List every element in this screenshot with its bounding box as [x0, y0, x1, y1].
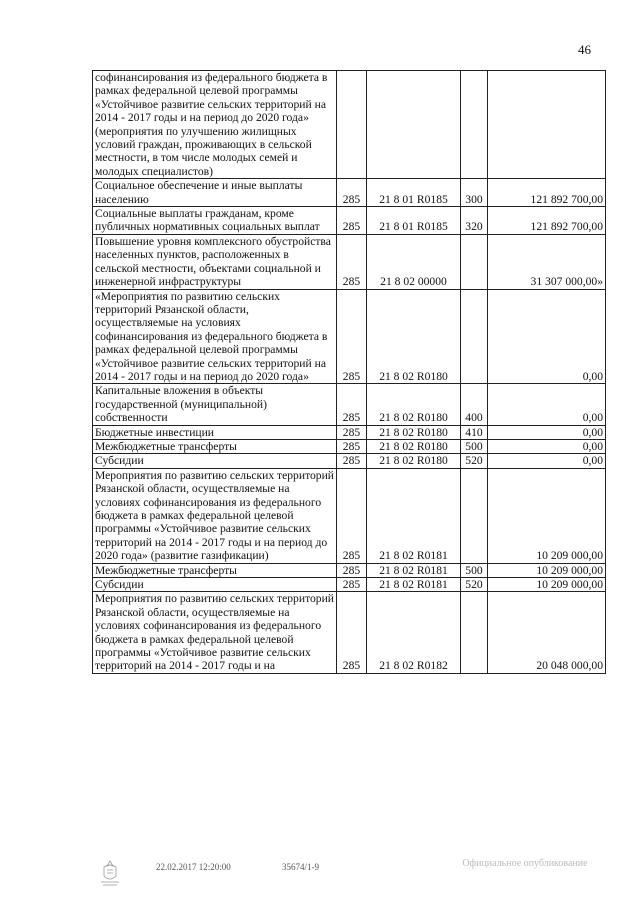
row-grbs — [337, 71, 367, 179]
row-grbs: 285 — [337, 468, 367, 563]
row-csr: 21 8 02 R0181 — [367, 578, 461, 592]
table-row — [93, 289, 606, 384]
row-grbs: 285 — [337, 563, 367, 577]
row-grbs: 285 — [337, 179, 367, 207]
page-footer — [0, 858, 640, 898]
row-name: Капитальные вложения в объекты государственной (муниципальной) собственности — [93, 384, 337, 425]
row-grbs: 285 — [337, 234, 367, 289]
row-vr: 400 — [461, 384, 488, 425]
row-sum: 0,00 — [488, 384, 606, 425]
table-row — [93, 384, 606, 425]
row-name: Межбюджетные трансферты — [93, 439, 337, 453]
footer-doc-number: 35674/1-9 — [282, 862, 319, 872]
table-row — [93, 179, 606, 207]
row-name: софинансирования из федерального бюджета в рамках федеральной целевой программы «Устойчивое развитие сельских территорий на 2014 - 2017 годы и на период до 2020 года» (мероприятия по улучшению жилищных условий граждан, проживающих в сельской местности, в том числе молодых семей и молодых специалистов) — [93, 71, 337, 179]
table-row — [93, 439, 606, 453]
row-grbs: 285 — [337, 454, 367, 468]
row-csr: 21 8 02 R0180 — [367, 289, 461, 384]
table-row — [93, 563, 606, 577]
row-name: Субсидии — [93, 454, 337, 468]
page-number: 46 — [578, 42, 591, 57]
footer-date: 22.02.2017 12:20:00 — [156, 862, 231, 872]
row-grbs: 285 — [337, 384, 367, 425]
row-name: Мероприятия по развитию сельских территорий Рязанской области, осуществляемые на условиях софинансирования из федерального бюджета в рамках федеральной целевой программы «Устойчивое развитие сельских территорий на 2014 - 2017 годы и на — [93, 592, 337, 673]
row-name: «Мероприятия по развитию сельских территорий Рязанской области, осуществляемые на условиях софинансирования из федерального бюджета в рамках федеральной целевой программы «Устойчивое развитие сельских территорий на 2014 - 2017 годы и на период до 2020 года» — [93, 289, 337, 384]
row-vr — [461, 289, 488, 384]
row-vr — [461, 71, 488, 179]
row-grbs: 285 — [337, 578, 367, 592]
budget-table — [92, 70, 606, 674]
coat-of-arms-icon — [95, 858, 125, 888]
row-sum: 0,00 — [488, 454, 606, 468]
row-vr — [461, 468, 488, 563]
row-name: Межбюджетные трансферты — [93, 563, 337, 577]
row-name: Бюджетные инвестиции — [93, 425, 337, 439]
row-csr: 21 8 01 R0185 — [367, 179, 461, 207]
row-vr: 520 — [461, 578, 488, 592]
row-name: Социальные выплаты гражданам, кроме публичных нормативных социальных выплат — [93, 207, 337, 235]
table-row — [93, 71, 606, 179]
row-name: Социальное обеспечение и иные выплаты населению — [93, 179, 337, 207]
table-row — [93, 425, 606, 439]
row-vr: 500 — [461, 563, 488, 577]
row-csr — [367, 71, 461, 179]
row-vr — [461, 592, 488, 673]
row-sum: 10 209 000,00 — [488, 578, 606, 592]
row-name: Повышение уровня комплексного обустройства населенных пунктов, расположенных в сельской местности, объектами социальной и инженерной инфраструктуры — [93, 234, 337, 289]
row-sum: 10 209 000,00 — [488, 468, 606, 563]
row-vr: 500 — [461, 439, 488, 453]
table-row — [93, 592, 606, 673]
row-sum: 0,00 — [488, 439, 606, 453]
row-grbs: 285 — [337, 592, 367, 673]
row-csr: 21 8 02 R0180 — [367, 384, 461, 425]
row-vr — [461, 234, 488, 289]
publication-stamp: Официальное опубликование — [462, 858, 588, 869]
row-csr: 21 8 02 R0180 — [367, 439, 461, 453]
row-sum: 121 892 700,00 — [488, 207, 606, 235]
row-name: Субсидии — [93, 578, 337, 592]
row-csr: 21 8 02 R0180 — [367, 454, 461, 468]
table-row — [93, 454, 606, 468]
table-row — [93, 578, 606, 592]
row-sum: 0,00 — [488, 289, 606, 384]
row-csr: 21 8 01 R0185 — [367, 207, 461, 235]
row-sum: 10 209 000,00 — [488, 563, 606, 577]
row-name: Мероприятия по развитию сельских территорий Рязанской области, осуществляемые на условиях софинансирования из федерального бюджета в рамках федеральной целевой программы «Устойчивое развитие сельских территорий на 2014 - 2017 годы и на период до 2020 года» (развитие газификации) — [93, 468, 337, 563]
row-grbs: 285 — [337, 207, 367, 235]
table-row — [93, 468, 606, 563]
table-row — [93, 234, 606, 289]
row-csr: 21 8 02 R0181 — [367, 468, 461, 563]
row-vr: 320 — [461, 207, 488, 235]
row-vr: 520 — [461, 454, 488, 468]
row-vr: 410 — [461, 425, 488, 439]
row-grbs: 285 — [337, 439, 367, 453]
row-grbs: 285 — [337, 289, 367, 384]
row-sum — [488, 71, 606, 179]
row-csr: 21 8 02 00000 — [367, 234, 461, 289]
row-sum: 0,00 — [488, 425, 606, 439]
row-sum: 121 892 700,00 — [488, 179, 606, 207]
row-vr: 300 — [461, 179, 488, 207]
table-row — [93, 207, 606, 235]
row-csr: 21 8 02 R0182 — [367, 592, 461, 673]
row-sum: 31 307 000,00» — [488, 234, 606, 289]
row-csr: 21 8 02 R0180 — [367, 425, 461, 439]
row-sum: 20 048 000,00 — [488, 592, 606, 673]
row-csr: 21 8 02 R0181 — [367, 563, 461, 577]
row-grbs: 285 — [337, 425, 367, 439]
